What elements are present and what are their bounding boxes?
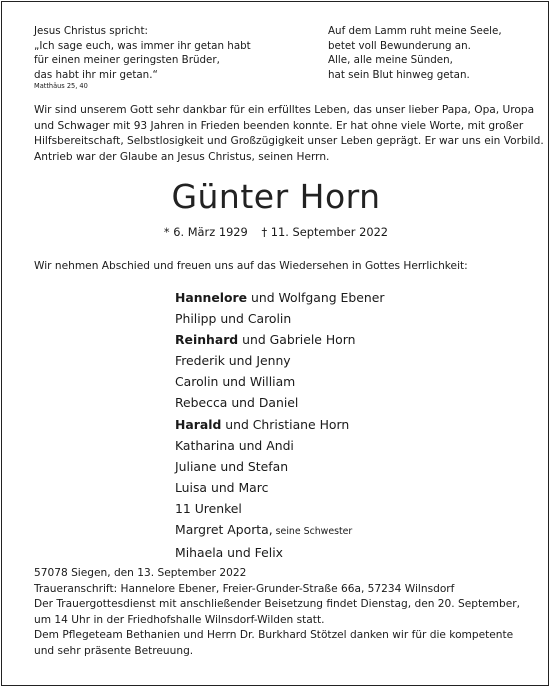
family-entry [175, 371, 495, 392]
family-name-bold: Harald [175, 416, 222, 432]
intro-line: Antrieb war der Glaube an Jesus Christus, seinen Herrn. [34, 150, 330, 163]
intro-line: Hilfsbereitschaft, Selbstlosigkeit und Großzügigkeit unser Leben geprägt. Er war uns ein Vorbild. [34, 135, 544, 148]
family-list [175, 287, 495, 563]
family-entry [175, 498, 495, 519]
family-name-rest: und Gabriele Horn [238, 332, 356, 348]
verse-line: betet voll Bewunderung an. [328, 39, 471, 52]
verse-line: Auf dem Lamm ruht meine Seele, [328, 25, 502, 37]
service-info: um 14 Uhr in der Friedhofshalle Wilnsdorf-Wilden statt. [34, 613, 325, 626]
service-info: Der Trauergottesdienst mit anschließender Beisetzung findet Dienstag, den 20. September, [34, 598, 520, 611]
family-name-rest: und Christiane Horn [221, 416, 350, 432]
family-entry [175, 519, 495, 542]
family-entry [175, 414, 495, 435]
farewell-text: Wir nehmen Abschied und freuen uns auf das Wiedersehen in Gottes Herrlichkeit: [34, 260, 468, 272]
family-name-rest: Carolin und William [175, 374, 296, 390]
family-entry [175, 329, 495, 350]
family-entry [175, 542, 495, 563]
verse-line: hat sein Blut hinweg getan. [328, 68, 470, 81]
verse-line: Jesus Christus spricht: [34, 25, 148, 37]
mourning-address: Traueranschrift: Hannelore Ebener, Freier-Grunder-Straße 66a, 57234 Wilnsdorf [34, 582, 455, 595]
family-entry [175, 435, 495, 456]
intro-line: und Schwager mit 93 Jahren in Frieden beenden konnte. Er hat ohne viele Worte, mit großer [34, 119, 524, 132]
obituary-notice [1, 1, 549, 686]
bible-verse [34, 24, 284, 91]
family-name-rest: Mihaela und Felix [175, 545, 283, 561]
family-name-rest: Frederik und Jenny [175, 353, 291, 369]
place-date-line: 57078 Siegen, den 13. September 2022 [34, 567, 247, 579]
family-name-rest: Katharina und Andi [175, 437, 294, 453]
thanks-line: und sehr präsente Betreuung. [34, 644, 194, 657]
family-name-rest: und Wolfgang Ebener [247, 290, 385, 305]
birth-date: * 6. März 1929 [163, 225, 248, 239]
family-name-rest: Margret Aporta, [175, 522, 273, 538]
family-entry [175, 287, 495, 308]
footer-info [34, 566, 534, 660]
family-name-bold: Reinhard [175, 332, 239, 348]
verse-line: das habt ihr mir getan.“ [34, 68, 158, 81]
family-name-rest: Luisa und Marc [175, 479, 269, 495]
verse-line: Alle, alle meine Sünden, [328, 54, 453, 67]
family-entry [175, 308, 495, 329]
hymn-verse [328, 24, 528, 82]
verse-line: für einen meiner geringsten Brüder, [34, 54, 220, 67]
family-name-rest: Philipp und Carolin [175, 311, 292, 327]
death-date: † 11. September 2022 [261, 225, 389, 239]
intro-line: Wir sind unserem Gott sehr dankbar für ein erfülltes Leben, das unser lieber Papa, Opa, Uropa [34, 104, 535, 116]
family-entry [175, 392, 495, 413]
family-entry [175, 456, 495, 477]
family-entry [175, 350, 495, 371]
family-entry [175, 477, 495, 498]
verse-line: „Ich sage euch, was immer ihr getan habt [34, 39, 251, 52]
family-name-rest: Rebecca und Daniel [175, 395, 299, 411]
intro-paragraph [34, 103, 544, 165]
thanks-line: Dem Pflegeteam Bethanien und Herrn Dr. Burkhard Stötzel danken wir für die kompetente [34, 629, 514, 642]
deceased-name: Günter Horn [171, 177, 381, 216]
family-name-rest: 11 Urenkel [175, 500, 242, 516]
relation-note: seine Schwester [272, 526, 353, 538]
family-name-rest: Juliane und Stefan [175, 458, 289, 474]
family-name-bold: Hannelore [175, 290, 248, 305]
life-dates [2, 225, 550, 239]
verse-reference: Matthäus 25, 40 [34, 82, 88, 91]
